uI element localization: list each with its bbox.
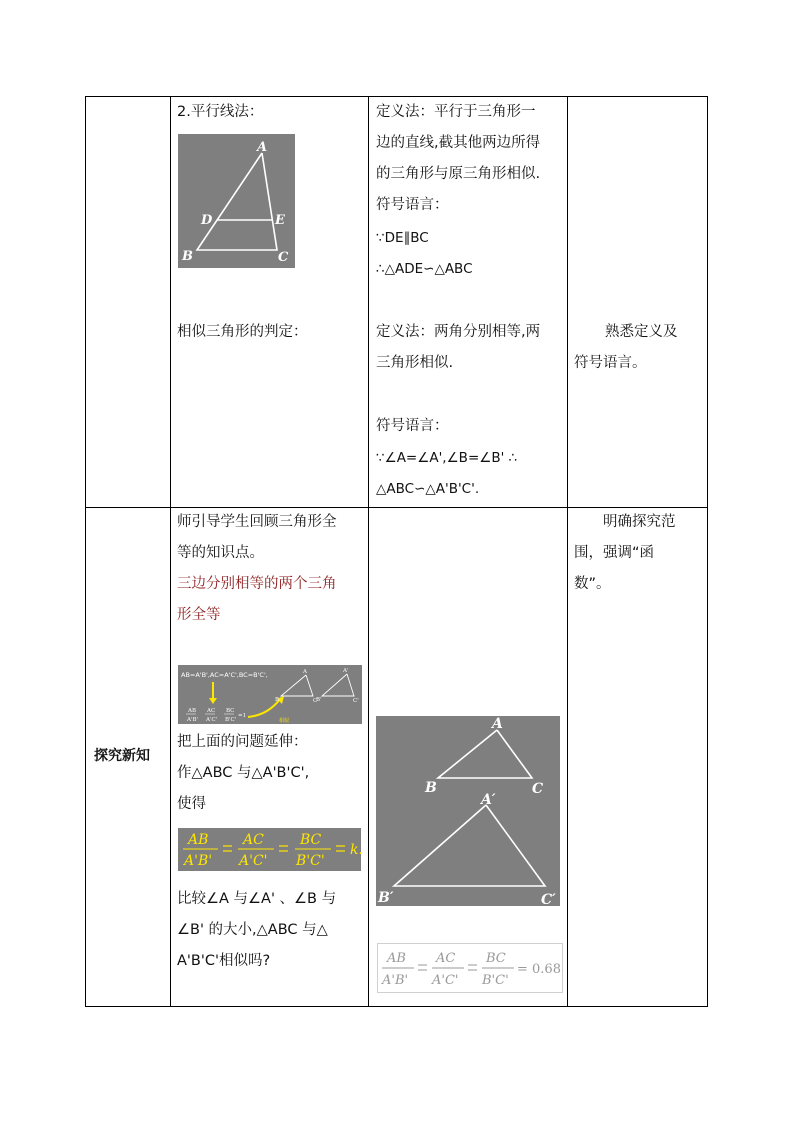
col-divider-3 (567, 97, 568, 1006)
guide-line-2: 等的知识点。 (177, 545, 264, 561)
def-line-3: 的三角形与原三角形相似. (376, 166, 541, 182)
fk-tail: k. (350, 842, 363, 858)
strip-den-1: A'B' (187, 717, 199, 723)
fig-label-C-prime: C′ (541, 892, 556, 908)
compare-line-2: ∠B' 的大小,△ABC 与△ (177, 922, 328, 938)
extend-line-2: 作△ABC 与△A'B'C', (177, 765, 310, 781)
fk-den-3: B'C' (296, 853, 325, 869)
strip-t2-a: A' (343, 668, 349, 674)
strip-t2-b: B' (316, 697, 322, 703)
compare-line-3: A'B'C'相似吗? (177, 953, 271, 969)
symbol-line-1: 符号语言： (376, 418, 449, 434)
strip-equal-text: AB=A'B',AC=A'C',BC=B'C', (181, 671, 268, 679)
label-D: D (201, 213, 213, 228)
strip-num-1: AB (188, 708, 197, 714)
parallel-triangle-figure (178, 134, 295, 268)
fig-label-C: C (532, 781, 544, 797)
symbol-line-3: △ABC∽△A'B'C'. (376, 481, 480, 497)
def-line-1: 定义法：平行于三角形一 (376, 104, 536, 120)
col-divider-1 (170, 97, 171, 1006)
fv-num-1: AB (387, 951, 406, 966)
ratio-value-formula (377, 943, 563, 993)
fv-den-2: A'C' (432, 973, 459, 988)
strip-num-2: AC (207, 708, 216, 714)
def-line-6: ∴△ADE∽△ABC (376, 261, 473, 277)
def2-line-1: 定义法：两角分别相等,两 (376, 324, 541, 340)
strip-den-2: A'C' (206, 717, 218, 723)
extend-line-1: 把上面的问题延伸： (177, 734, 308, 750)
note-line-1: 熟悉定义及 (605, 324, 678, 340)
fv-den-1: A'B' (382, 973, 409, 988)
def-line-4: 符号语言： (376, 197, 449, 213)
extend-line-3: 使得 (177, 796, 206, 812)
congruent-line-2: 形全等 (177, 607, 221, 623)
fv-den-3: B'C' (482, 973, 509, 988)
fig-label-B-prime: B′ (378, 890, 394, 906)
section-label: 探究新知 (94, 748, 150, 764)
ratio-k-formula (178, 828, 361, 871)
label-C: C (278, 250, 289, 265)
guide-line-1: 师引导学生回顾三角形全 (177, 514, 337, 530)
fk-num-3: BC (300, 832, 322, 848)
similar-judgment-label: 相似三角形的判定： (177, 324, 308, 340)
strip-t1-c: C (313, 698, 318, 704)
fig-label-A-prime: A′ (481, 792, 496, 808)
label-A: A (257, 140, 268, 155)
fv-num-2: AC (436, 951, 456, 966)
strip-t1-a: A (303, 669, 307, 675)
fig-label-B: B (425, 780, 437, 796)
fk-num-2: AC (243, 832, 264, 848)
goal-line-2: 围，强调“函 (574, 545, 655, 561)
fv-num-3: BC (486, 951, 506, 966)
label-B: B (182, 249, 193, 264)
fk-den-1: A'B' (184, 853, 213, 869)
def-line-5: ∵DE∥BC (376, 230, 429, 246)
goal-line-1: 明确探究范 (603, 514, 676, 530)
fk-den-2: A'C' (239, 853, 268, 869)
col-divider-2 (368, 97, 369, 1006)
two-triangles-figure (376, 716, 560, 906)
def2-line-2: 三角形相似. (376, 355, 454, 371)
fig-label-A: A (492, 716, 503, 732)
method-heading: 2.平行线法： (177, 104, 264, 120)
strip-t2-c: C' (353, 698, 359, 704)
strip-t1-b: B (275, 697, 280, 703)
goal-line-3: 数”。 (574, 576, 611, 592)
strip-tail: =1 (238, 713, 247, 719)
congruence-strip (178, 665, 362, 724)
strip-num-3: BC (226, 708, 235, 714)
fv-tail: = 0.68 (517, 962, 561, 977)
compare-line-1: 比较∠A 与∠A' 、∠B 与 (177, 891, 337, 907)
fk-num-1: AB (188, 832, 209, 848)
strip-arrow-tag: 相似 (279, 718, 290, 724)
def-line-2: 边的直线,截其他两边所得 (376, 135, 541, 151)
label-E: E (275, 213, 285, 228)
symbol-line-2: ∵∠A=∠A',∠B=∠B' ∴ (376, 450, 518, 466)
note-line-2: 符号语言。 (574, 355, 647, 371)
strip-den-3: B'C' (225, 717, 237, 723)
congruent-line-1: 三边分别相等的两个三角 (177, 576, 337, 592)
